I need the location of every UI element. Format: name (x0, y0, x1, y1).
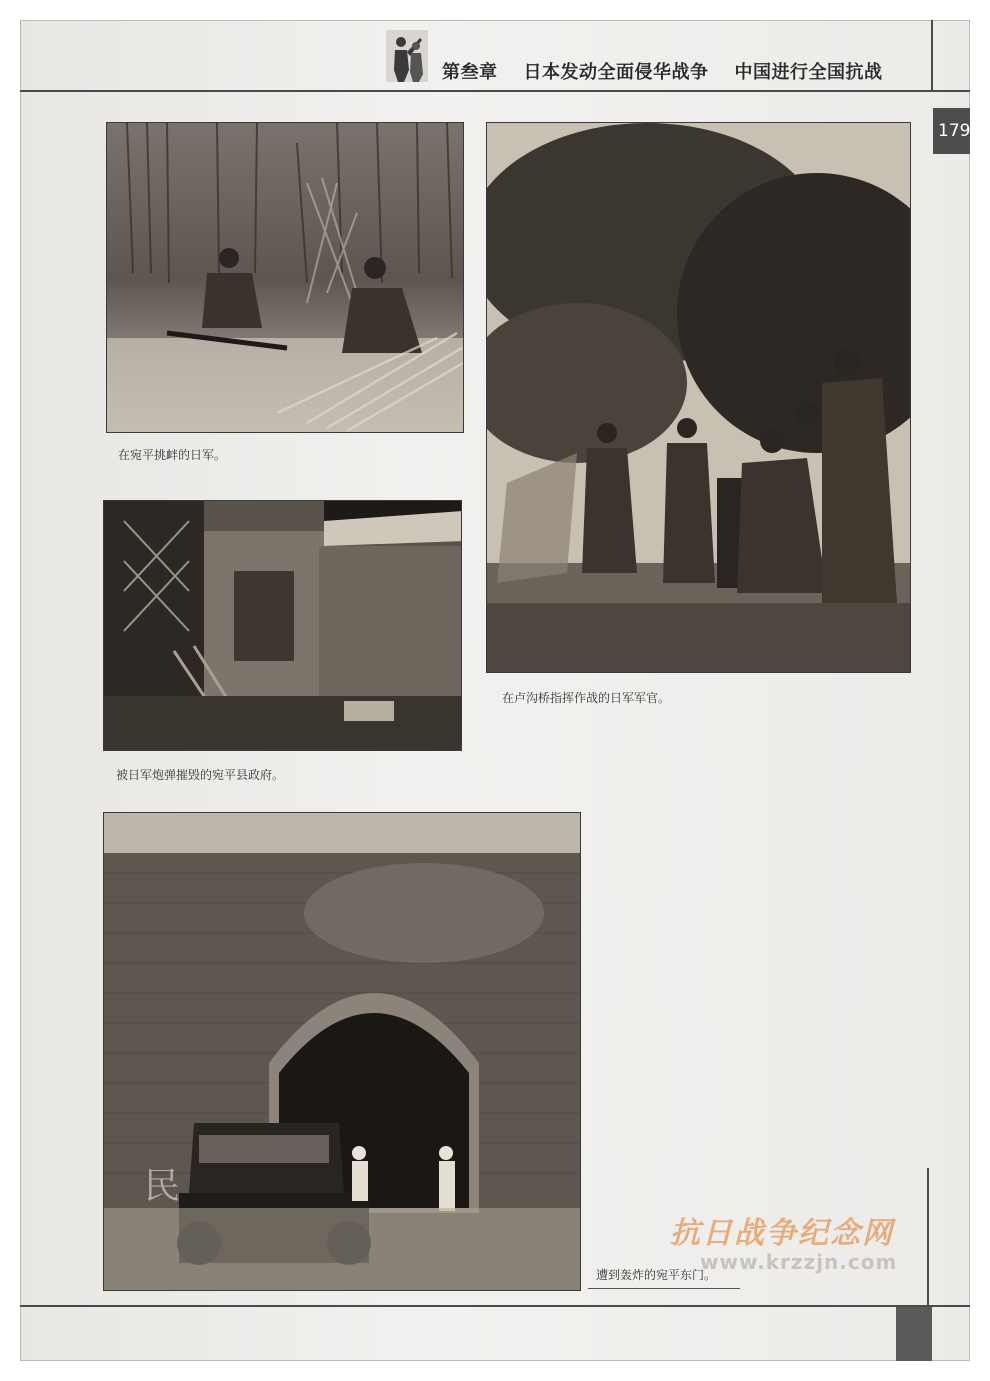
chapter-title-part1: 日本发动全面侵华战争 (523, 62, 709, 83)
chapter-number: 第叁章 (442, 62, 498, 83)
caption-photo-4: 遭到轰炸的宛平东门。 (596, 1268, 717, 1282)
photo-soldiers-in-trench (106, 122, 464, 433)
svg-text:民: 民 (144, 1166, 181, 1207)
photo-officers-at-lugou-bridge (486, 122, 911, 673)
footer-block (896, 1307, 932, 1361)
footer-rule (20, 1305, 970, 1307)
caption-underline (588, 1288, 740, 1289)
photo-bombed-east-gate (103, 812, 581, 1291)
footer-vertical-rule (927, 1168, 929, 1307)
chapter-title-part2: 中国进行全国抗战 (734, 62, 883, 83)
header-vertical-rule (931, 20, 933, 92)
header-rule (20, 90, 970, 92)
caption-photo-1: 在宛平挑衅的日军。 (118, 448, 227, 462)
soldier-silhouette-icon (386, 30, 428, 82)
watermark-url: www.krzzjn.com (700, 1250, 898, 1274)
chapter-title (442, 58, 883, 84)
caption-photo-3: 被日军炮弹摧毁的宛平县政府。 (116, 768, 285, 782)
caption-photo-2: 在卢沟桥指挥作战的日军军官。 (502, 691, 671, 705)
page-number-tab (933, 108, 970, 154)
watermark-text: 抗日战争纪念网 (670, 1216, 894, 1251)
photo-destroyed-county-government (103, 500, 462, 751)
page-number: 179 (938, 121, 970, 141)
